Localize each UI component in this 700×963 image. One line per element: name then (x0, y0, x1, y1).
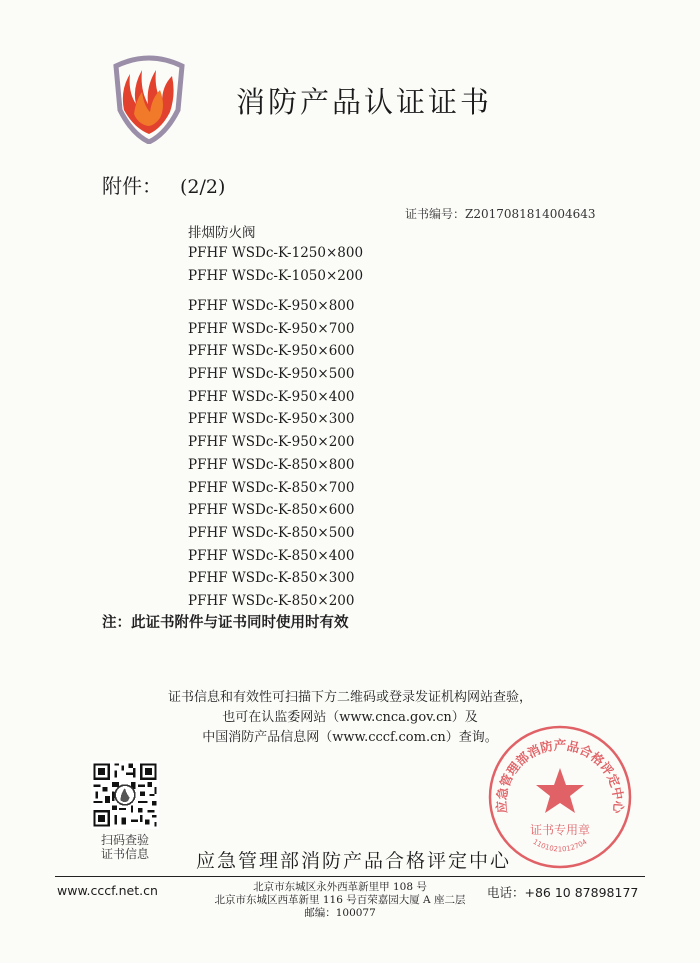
attachment-label (102, 170, 225, 199)
certificate-number-label: 证书编号： (405, 207, 466, 221)
model-item: PFHF WSDc-K-950×200 (188, 434, 355, 451)
qr-label (88, 833, 162, 861)
model-item: PFHF WSDc-K-950×600 (188, 343, 355, 360)
info-line: 也可在认监委网站（www.cnca.gov.cn）及 (222, 710, 478, 725)
model-item: PFHF WSDc-K-850×700 (188, 479, 355, 496)
model-item: PFHF WSDc-K-850×500 (188, 524, 355, 541)
model-item: PFHF WSDc-K-850×600 (188, 502, 355, 519)
certificate-number-value: Z2017081814004643 (465, 207, 596, 221)
model-item: PFHF WSDc-K-950×300 (188, 411, 355, 428)
footer-divider (55, 876, 645, 877)
contains-first-model: PFHF WSDc-K-1050×200 (188, 268, 364, 284)
validity-note: 注：此证书附件与证书同时使用时有效 (102, 615, 349, 631)
svg-text:应急管理部消防产品合格评定中心: 应急管理部消防产品合格评定中心 (493, 737, 627, 814)
model-item: PFHF WSDc-K-950×800 (188, 298, 355, 314)
info-line: 证书信息和有效性可扫描下方二维码或登录发证机构网站查验， (167, 690, 532, 705)
model-item: PFHF WSDc-K-950×500 (188, 366, 355, 383)
certificate-number (405, 205, 596, 222)
model-item: PFHF WSDc-K-950×400 (188, 388, 355, 405)
attachment-page: (2/2) (180, 176, 226, 198)
unit-value: PFHF WSDc-K-1250×800 (188, 245, 364, 261)
attachment-text: 附件： (102, 174, 162, 198)
model-item: PFHF WSDc-K-850×400 (188, 547, 355, 564)
page-title: 消防产品认证证书 (236, 85, 493, 119)
model-item: PFHF WSDc-K-850×200 (188, 592, 355, 609)
fire-shield-logo-icon (112, 52, 186, 144)
footer-postcode: 邮编：100077 (304, 907, 376, 919)
qr-label-line: 扫码查验 (100, 833, 149, 847)
footer-address-line: 北京市东城区西革新里 116 号百荣嘉园大厦 A 座二层 (214, 894, 466, 906)
info-line: 中国消防产品信息网（www.cccf.com.cn）查询。 (202, 730, 498, 745)
model-item: PFHF WSDc-K-850×800 (188, 456, 355, 473)
model-item: PFHF WSDc-K-850×300 (188, 570, 355, 587)
model-item: PFHF WSDc-K-950×700 (188, 320, 355, 337)
svg-text:1101021012704: 1101021012704 (531, 837, 589, 854)
qr-label-line: 证书信息 (100, 847, 149, 861)
footer-website[interactable]: www.cccf.net.cn (57, 883, 158, 898)
footer-address-line: 北京市东城区永外西革新里甲 108 号 (253, 881, 427, 893)
qr-code-icon[interactable] (91, 761, 159, 829)
footer-address (180, 881, 500, 920)
official-seal-icon (485, 722, 635, 872)
footer-phone: 电话：+86 10 87898177 (487, 885, 639, 900)
svg-text:证书专用章: 证书专用章 (529, 823, 591, 837)
product-name-value: 排烟防火阀 (188, 225, 256, 241)
issuer-name: 应急管理部消防产品合格评定中心 (196, 850, 512, 872)
model-list (188, 295, 354, 613)
